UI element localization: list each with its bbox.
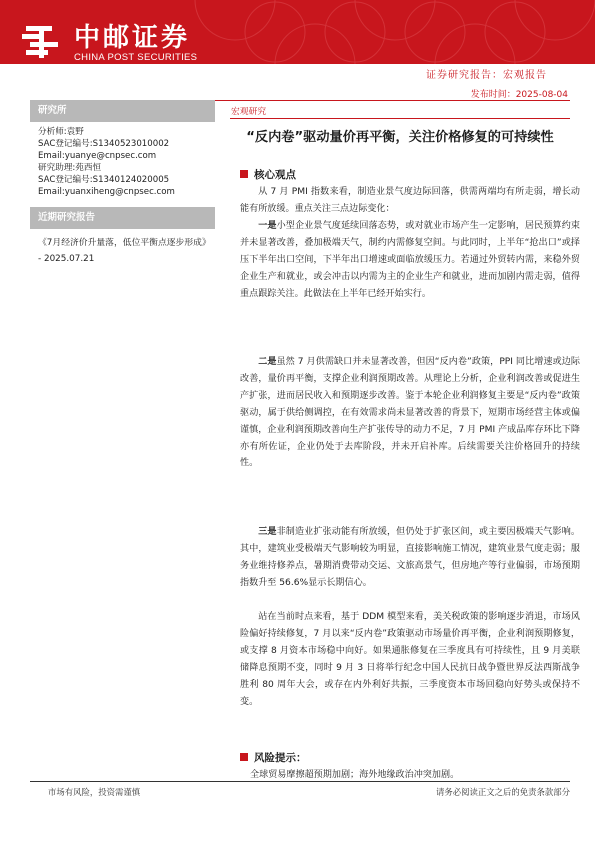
analyst-info <box>30 122 215 199</box>
point-two-lead: 二是 <box>258 357 277 367</box>
publish-date: 发布时间：2025-08-04 <box>470 90 568 100</box>
outlook-paragraph: 站在当前时点来看，基于 DDM 模型来看，美关税政策的影响逐步消退，市场风险偏好持续修复，7 月以来“反内卷”政策驱动市场量价再平衡，企业利润预期修复，或支撑 8 月资本市场稳中向好。如果通胀修复在三季度具有可持续性，且 9 月美联储降息预期不变，同时 9 月 3 日将举行纪念中国人民抗日战争暨世界反法西斯战争胜利 80 周年大会，或存在内外利好共振，三季度资本市场回稳向好势头或保持不变。 <box>240 612 580 707</box>
footer-risk-warning: 市场有风险，投资需谨慎 <box>48 787 141 797</box>
core-heading-text: 核心观点 <box>254 169 296 181</box>
point-three-lead: 三是 <box>258 527 277 537</box>
analyst-line: SAC登记编号:S1340124020005 <box>38 175 170 186</box>
recent-report-link[interactable]: 《7月经济价升量落，低位平衡点逐步形成》 - 2025.07.21 <box>38 237 211 264</box>
report-series: 证券研究报告：宏观报告 <box>426 70 547 81</box>
decorative-pattern <box>175 0 595 64</box>
brand-name-cn: 中邮证券 <box>74 23 191 53</box>
risk-paragraph: 全球贸易摩擦超预期加剧；海外地缘政治冲突加剧。 <box>250 770 460 780</box>
point-three-paragraph <box>240 524 580 592</box>
main-content <box>230 104 570 149</box>
bullet-square-icon <box>240 753 248 761</box>
header-banner <box>0 0 595 64</box>
analyst-email[interactable]: Email:yuanye@cnpsec.com <box>38 151 157 162</box>
risk-heading-text: 风险提示： <box>254 752 307 764</box>
bullet-square-icon <box>240 170 248 178</box>
brand-name-en: CHINA POST SECURITIES <box>74 52 198 63</box>
point-one-text: 小型企业景气度延续回落态势，或对就业市场产生一定影响，居民预算约束并未显著改善，叠加极端天气，制约内需修复空间。与此同时，上半年“抢出口”或择压下半年出口空间，下半年出口增速或面临放缓压力。若通过外贸转内需，来稳外贸企业生产和就业，或会冲击以内需为主的企业生产和就业，进而加剧内需走弱，值得重点跟踪关注。此做法在上半年已经开始实行。 <box>240 221 580 299</box>
point-one-paragraph <box>240 218 580 303</box>
point-two-paragraph <box>240 354 580 472</box>
recent-reports-heading: 近期研究报告 <box>30 207 215 229</box>
analyst-email[interactable]: Email:yuanxiheng@cnpsec.com <box>38 187 175 198</box>
point-one-lead: 一是 <box>258 221 277 231</box>
core-heading <box>240 167 296 182</box>
risk-heading <box>240 750 307 765</box>
report-title: “反内卷”驱动量价再平衡，关注价格修复的可持续性 <box>246 130 554 145</box>
sidebar <box>30 100 215 267</box>
category-tag: 宏观研究 <box>230 104 570 119</box>
institute-heading: 研究所 <box>30 100 215 122</box>
point-three-text: 非制造业扩张动能有所放缓，但仍处于扩张区间，或主要因极端天气影响。其中，建筑业受极端天气影响较为明显，直接影响施工情况，建筑业景气度走弱；服务业维持修养点，暑期消费带动交运、文旅高景气，但房地产等行业偏弱，市场预期指数升至 56.6%显示长期信心。 <box>240 527 580 588</box>
analyst-line: SAC登记编号:S1340523010002 <box>38 139 170 150</box>
intro-paragraph: 从 7 月 PMI 指数来看，制造业景气度边际回落，供需两端均有所走弱，增长动能有所放缓。重点关注三点边际变化： <box>240 187 580 214</box>
point-two-text: 虽然 7 月供需缺口并未显著改善，但因“反内卷”政策，PPI 同比增速或边际改善，量价再平衡，支撑企业利润预期改善。从理论上分析，企业利润改善或促进生产扩张，进而居民收入和预期逐步改善。鉴于本轮企业利润修复主要是“反内卷”政策驱动，属于供给侧调控，在有效需求尚未显著改善的背景下，短期市场经营主体或偏谨慎，企业利润预期改善向生产扩张传导的动力不足，7 月 PMI 产成品库存环比下降亦有所佐证，企业仍处于去库阶段，并未开启补库。后续需要关注价格回升的持续性。 <box>240 357 580 469</box>
china-post-logo-icon <box>22 22 62 62</box>
analyst-line: 研究助理:苑西恒 <box>38 163 102 174</box>
publish-date-row <box>215 86 570 101</box>
footer-disclaimer: 请务必阅读正文之后的免责条款部分 <box>436 787 570 797</box>
footer-divider <box>30 781 570 782</box>
analyst-line: 分析师:袁野 <box>38 127 84 137</box>
